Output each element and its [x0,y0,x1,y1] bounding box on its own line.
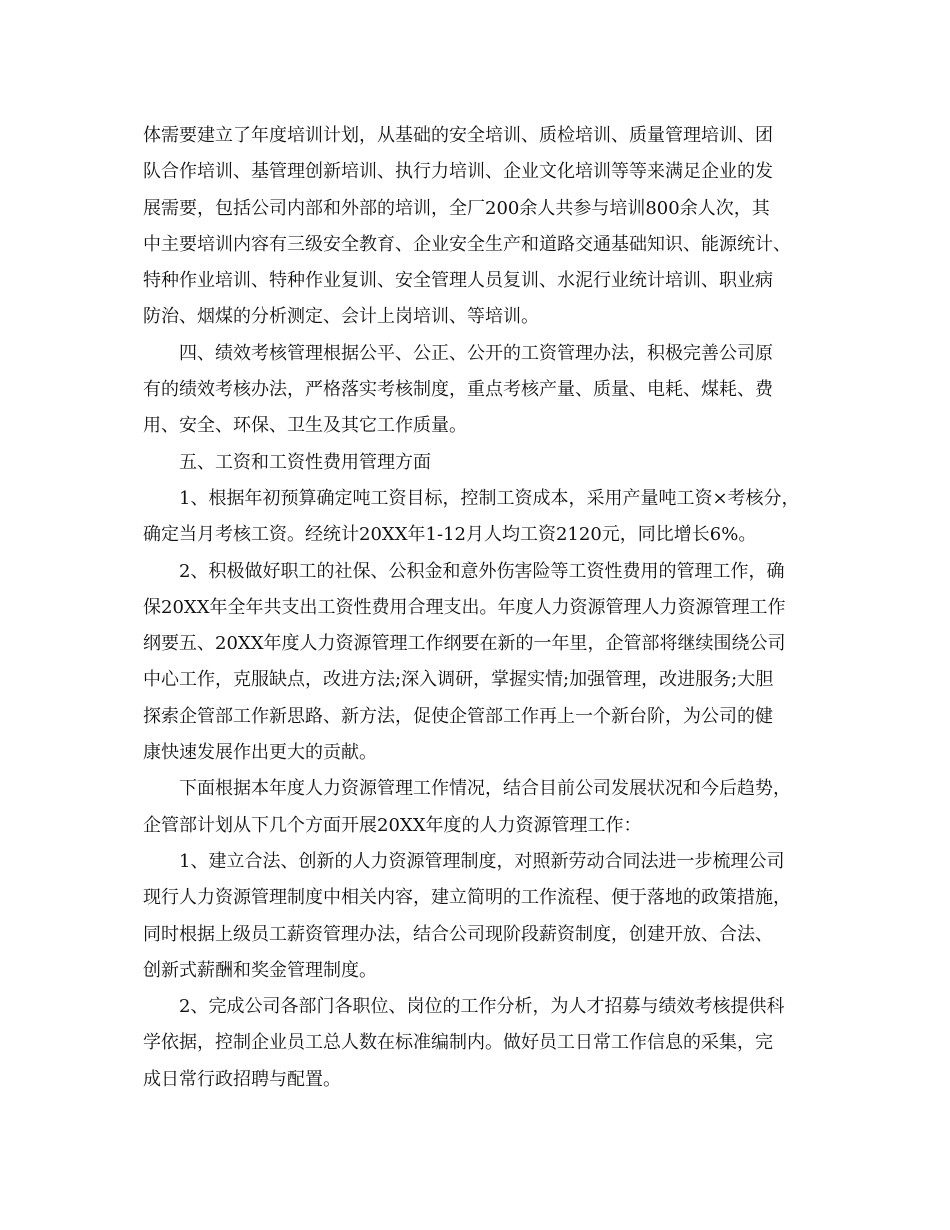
text-line: 2、积极做好职工的社保、公积金和意外伤害险等工资性费用的管理工作，确 [179,560,785,582]
text-line: 用、安全、环保、卫生及其它工作质量。 [143,415,467,437]
text-line: 1、建立合法、创新的人力资源管理制度，对照新劳动合同法进一步梳理公司 [179,850,785,872]
paragraph-hr-system [143,844,813,989]
text-line: 康快速发展作出更大的贡献。 [143,742,377,764]
text-line: 纲要五、20XX年度人力资源管理工作纲要在新的一年里，企管部将继续围绕公司 [143,633,786,655]
text-line: 同时根据上级员工薪资管理办法，结合公司现阶段薪资制度，创建开放、合法、 [143,923,773,945]
text-line: 展需要，包括公司内部和外部的培训，全厂200余人共参与培训800余人次，其 [143,197,770,219]
text-line: 中心工作，克服缺点，改进方法;深入调研，掌握实情;加强管理，改进服务;大胆 [143,669,774,691]
text-line: 探索企管部工作新思路、新方法，促使企管部工作再上一个新台阶，为公司的健 [143,705,773,727]
text-line: 特种作业培训、特种作业复训、安全管理人员复训、水泥行业统计培训、职业病 [143,270,773,292]
text-line: 队合作培训、基管理创新培训、执行力培训、企业文化培训等等来满足企业的发 [143,161,773,183]
paragraph-performance-management [143,336,813,445]
text-line: 企管部计划从下几个方面开展20XX年度的人力资源管理工作： [143,814,642,836]
text-line: 有的绩效考核办法，严格落实考核制度，重点考核产量、质量、电耗、煤耗、费 [143,379,773,401]
text-line: 防治、烟煤的分析测定、会计上岗培训、等培训。 [143,306,539,328]
paragraph-plan-intro [143,771,813,844]
paragraph-social-insurance [143,554,813,772]
text-line: 1、根据年初预算确定吨工资目标，控制工资成本，采用产量吨工资×考核分， [179,487,800,509]
text-line: 成日常行政招聘与配置。 [143,1068,341,1090]
text-line: 现行人力资源管理制度中相关内容，建立简明的工作流程、便于落地的政策措施， [143,887,791,909]
text-line: 四、绩效考核管理根据公平、公正、公开的工资管理办法，积极完善公司原 [179,342,773,364]
document-body [143,118,813,1098]
paragraph-training-plan [143,118,813,336]
text-line: 五、工资和工资性费用管理方面 [179,451,431,473]
text-line: 体需要建立了年度培训计划，从基础的安全培训、质检培训、质量管理培训、团 [143,125,773,146]
section-heading-wages [143,445,813,481]
paragraph-wage-target [143,481,813,554]
text-line: 2、完成公司各部门各职位、岗位的工作分析，为人才招募与绩效考核提供科 [179,996,785,1018]
paragraph-job-analysis [143,989,813,1098]
text-line: 确定当月考核工资。经统计20XX年1-12月人均工资2120元，同比增长6%。 [143,524,757,546]
text-line: 学依据，控制企业员工总人数在标准编制内。做好员工日常工作信息的采集，完 [143,1032,773,1054]
text-line: 创新式薪酬和奖金管理制度。 [143,959,377,981]
text-line: 保20XX年全年共支出工资性费用合理支出。年度人力资源管理人力资源管理工作 [143,596,786,618]
text-line: 下面根据本年度人力资源管理工作情况，结合目前公司发展状况和今后趋势， [179,778,791,800]
text-line: 中主要培训内容有三级安全教育、企业安全生产和道路交通基础知识、能源统计、 [143,233,791,255]
